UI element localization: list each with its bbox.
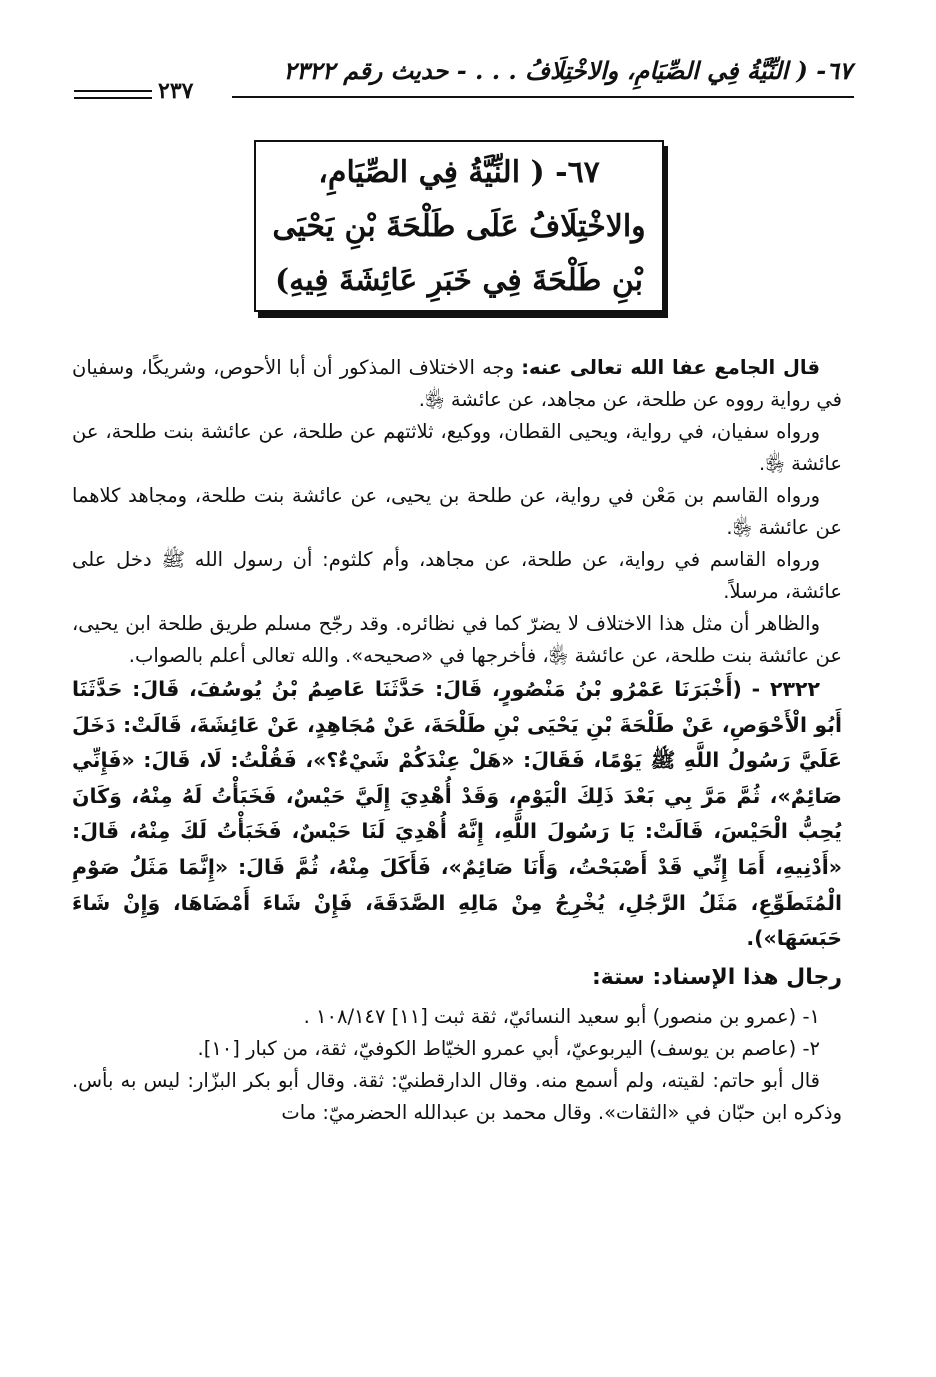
paragraph: والظاهر أن مثل هذا الاختلاف لا يضرّ كما في نظائره. وقد رجّح مسلم طريق طلحة ابن يحيى، عن عائشة بنت طلحة، عن عائشة ﵂، فأخرجها في «صحيحه». والله تعالى أعلم بالصواب. — [72, 612, 842, 667]
paragraph: ورواه القاسم في رواية، عن طلحة، عن مجاهد، وأم كلثوم: أن رسول الله ﷺ دخل على عائشة، مرسلاً. — [72, 548, 842, 603]
intro-lead: قال الجامع عفا الله تعالى عنه: — [521, 356, 820, 379]
paragraph: ورواه سفيان، في رواية، ويحيى القطان، ووكيع، ثلاثتهم عن طلحة، عن عائشة بنت طلحة، عن عائشة ﵂. — [72, 420, 842, 475]
header-rule — [232, 96, 854, 98]
narrators-heading: رجال هذا الإسناد: ستة: — [592, 964, 842, 990]
running-header-title: ٦٧- ( النِّيَّةُ فِي الصِّيَامِ، والاخْتِلَافُ . . . - حديث رقم ٢٣٢٢ — [283, 56, 852, 85]
hadith-text: ٢٣٢٢ - (أَخْبَرَنَا عَمْرُو بْنُ مَنْصُورٍ، قَالَ: حَدَّثَنَا عَاصِمُ بْنُ يُوسُفَ، قَالَ: حَدَّثَنَا أَبُو الْأَحْوَصِ، عَنْ طَلْحَةَ بْنِ يَحْيَى بْنِ طَلْحَةَ، عَنْ مُجَاهِدٍ، عَنْ عَائِشَةَ، قَالَتْ: دَخَلَ عَلَيَّ رَسُولُ اللَّهِ ﷺ يَوْمًا، فَقَالَ: «هَلْ عِنْدَكُمْ شَيْءٌ؟»، فَقُلْتُ: لَا، قَالَ: «فَإِنِّي صَائِمٌ»، ثُمَّ مَرَّ بِي بَعْدَ ذَلِكَ الْيَوْمِ، وَقَدْ أُهْدِيَ إِلَيَّ حَيْسٌ، فَخَبَأْتُ لَهُ مِنْهُ، وَكَانَ يُحِبُّ الْحَيْسَ، قَالَتْ: يَا رَسُولَ اللَّهِ، إِنَّهُ أُهْدِيَ لَنَا حَيْسٌ، فَخَبَأْتُ لَكَ مِنْهُ، قَالَ: «أَدْنِيهِ، أَمَا إِنِّي قَدْ أَصْبَحْتُ، وَأَنَا صَائِمٌ»، فَأَكَلَ مِنْهُ، ثُمَّ قَالَ: «إِنَّمَا مَثَلُ صَوْمِ الْمُتَطَوِّعِ، مَثَلُ الرَّجُلِ، يُخْرِجُ مِنْ مَالِهِ الصَّدَقَةَ، فَإِنْ شَاءَ أَمْضَاهَا، وَإِنْ شَاءَ حَبَسَهَا»). — [72, 677, 842, 951]
running-header — [74, 52, 854, 102]
chapter-title: ٦٧- ( النِّيَّةُ فِي الصِّيَامِ، والاخْتِلَافُ عَلَى طَلْحَةَ بْنِ يَحْيَى بْنِ طَلْحَةَ فِي خَبَرِ عَائِشَةَ فِيهِ) — [272, 155, 646, 298]
chapter-title-box — [254, 140, 664, 312]
main-text — [72, 352, 842, 1129]
page-number-rule-bottom — [74, 97, 152, 99]
narrator-note: قال أبو حاتم: لقيته، ولم أسمع منه. وقال الدارقطنيّ: ثقة. وقال أبو بكر البزّار: ليس به بأس. وذكره ابن حبّان في «الثقات». وقال محمد بن عبدالله الحضرميّ: مات — [72, 1068, 842, 1124]
narrator-entry: ٢- (عاصم بن يوسف) اليربوعيّ، أبي عمرو الخيّاط الكوفيّ، ثقة، من كبار [١٠]. — [197, 1036, 820, 1060]
page-number-rule-top — [74, 90, 152, 92]
paragraph: ورواه القاسم بن مَعْن في رواية، عن طلحة بن يحيى، عن عائشة بنت طلحة، ومجاهد كلاهما عن عائشة ﵂. — [72, 484, 842, 539]
intro-paragraph — [72, 352, 842, 416]
page-number: ٢٣٧ — [158, 78, 194, 104]
intro-text: وجه الاختلاف المذكور أن أبا الأحوص، وشريكًا، وسفيان في رواية رووه عن طلحة، عن مجاهد، عن عائشة ﵂. — [72, 356, 842, 411]
narrator-entry: ١- (عمرو بن منصور) أبو سعيد النسائيّ، ثقة ثبت [١١] ١٠٨/١٤٧ . — [303, 1004, 820, 1028]
